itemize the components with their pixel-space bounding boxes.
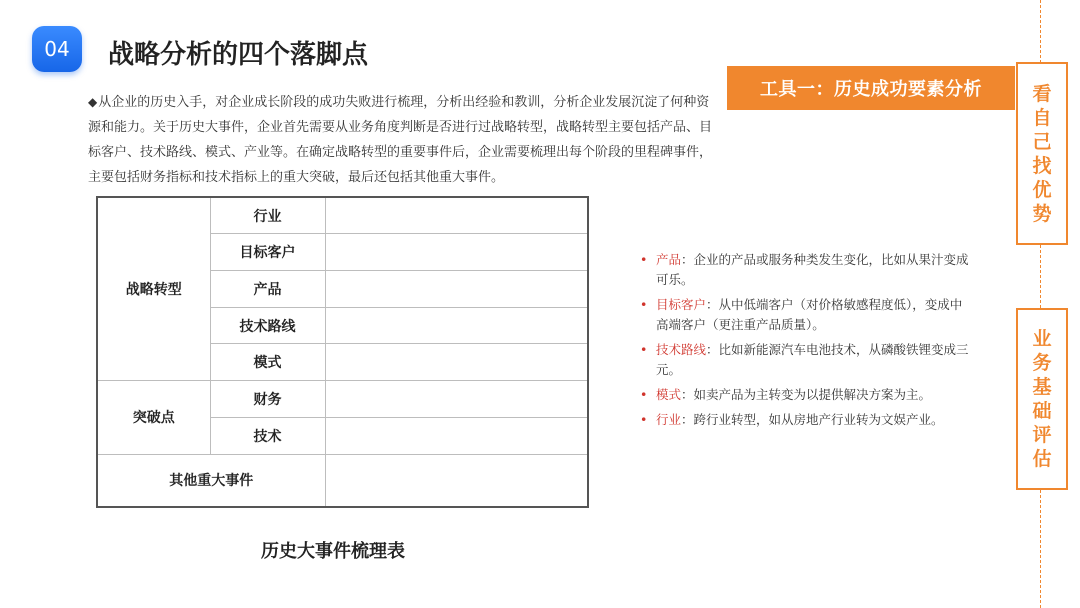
note-text: 比如新能源汽车电池技术，从磷酸铁锂变成三元。 xyxy=(656,342,969,377)
empty-cell xyxy=(325,417,587,454)
empty-cell xyxy=(325,198,587,234)
empty-cell xyxy=(325,271,587,308)
table-row xyxy=(98,198,587,234)
group-header-breakthrough: 突破点 xyxy=(98,381,210,454)
side-char: 己 xyxy=(1032,130,1052,153)
intro-text: 从企业的历史入手，对企业成长阶段的成功失败进行梳理，分析出经验和教训，分析企业发展沉淀了何种资源和能力。关于历史大事件，企业首先需要从业务角度判断是否进行过战略转型，战略转型主要包括产品、目标客户、技术路线、模式、产业等。在确定战略转型的重要事件后，企业需要梳理出每个阶段的里程碑事件，主要包括财务指标和技术指标上的重大突破，最后还包括其他重大事件。 xyxy=(88,95,713,185)
side-char: 看 xyxy=(1032,82,1052,105)
row-label: 行业 xyxy=(210,198,325,234)
empty-cell xyxy=(325,344,587,381)
section-number: 04 xyxy=(44,37,70,61)
bullet-dot-icon: • xyxy=(640,297,648,312)
group-header-other-events: 其他重大事件 xyxy=(98,454,325,506)
side-label-strengths xyxy=(1016,62,1068,245)
side-char: 务 xyxy=(1032,352,1052,374)
note-term: 目标客户 xyxy=(656,297,707,312)
bullet-dot-icon: • xyxy=(640,342,648,357)
side-char: 基 xyxy=(1032,376,1052,398)
list-item xyxy=(638,250,973,290)
note-term: 行业 xyxy=(656,412,682,427)
row-label: 技术 xyxy=(210,417,325,454)
list-item xyxy=(638,295,973,335)
side-char: 找 xyxy=(1032,154,1052,177)
row-label: 财务 xyxy=(210,381,325,418)
empty-cell xyxy=(325,234,587,271)
side-char: 自 xyxy=(1032,106,1052,129)
row-label: 产品 xyxy=(210,271,325,308)
history-events-table xyxy=(96,196,589,508)
notes-list xyxy=(638,250,973,435)
side-label-business-assessment xyxy=(1016,308,1068,490)
intro-paragraph xyxy=(88,90,720,190)
table-row xyxy=(98,381,587,418)
note-separator: ： xyxy=(681,252,694,267)
note-text: 企业的产品或服务种类发生变化，比如从果汁变成可乐。 xyxy=(656,252,969,287)
note-separator: ： xyxy=(681,387,694,402)
table-row xyxy=(98,454,587,506)
note-separator: ： xyxy=(681,412,694,427)
tool-banner: 工具一：历史成功要素分析 xyxy=(727,66,1015,110)
row-label: 模式 xyxy=(210,344,325,381)
note-text: 从中低端客户（对价格敏感程度低），变成中高端客户（更注重产品质量）。 xyxy=(656,297,963,332)
bullet-dot-icon: • xyxy=(640,387,648,402)
list-item xyxy=(638,340,973,380)
group-header-strategic-transformation: 战略转型 xyxy=(98,198,210,381)
note-text: 跨行业转型，如从房地产行业转为文娱产业。 xyxy=(693,412,944,427)
side-char: 础 xyxy=(1032,400,1052,422)
diamond-bullet-icon: ◆ xyxy=(88,95,98,109)
side-char: 估 xyxy=(1032,448,1052,470)
list-item xyxy=(638,385,973,405)
table-caption: 历史大事件梳理表 xyxy=(261,541,405,562)
side-char: 势 xyxy=(1032,202,1052,225)
bullet-dot-icon: • xyxy=(640,252,648,267)
note-separator: ： xyxy=(706,342,719,357)
list-item xyxy=(638,410,973,430)
note-separator: ： xyxy=(706,297,719,312)
empty-cell xyxy=(325,454,587,506)
empty-cell xyxy=(325,381,587,418)
section-number-badge xyxy=(32,26,82,72)
side-char: 优 xyxy=(1032,178,1052,201)
bullet-dot-icon: • xyxy=(640,412,648,427)
side-char: 业 xyxy=(1032,328,1052,350)
empty-cell xyxy=(325,307,587,344)
row-label: 技术路线 xyxy=(210,307,325,344)
side-char: 评 xyxy=(1032,424,1052,446)
note-term: 产品 xyxy=(656,252,682,267)
page-title: 战略分析的四个落脚点 xyxy=(108,40,369,70)
note-term: 模式 xyxy=(656,387,682,402)
note-term: 技术路线 xyxy=(656,342,707,357)
row-label: 目标客户 xyxy=(210,234,325,271)
note-text: 如卖产品为主转变为以提供解决方案为主。 xyxy=(693,387,932,402)
